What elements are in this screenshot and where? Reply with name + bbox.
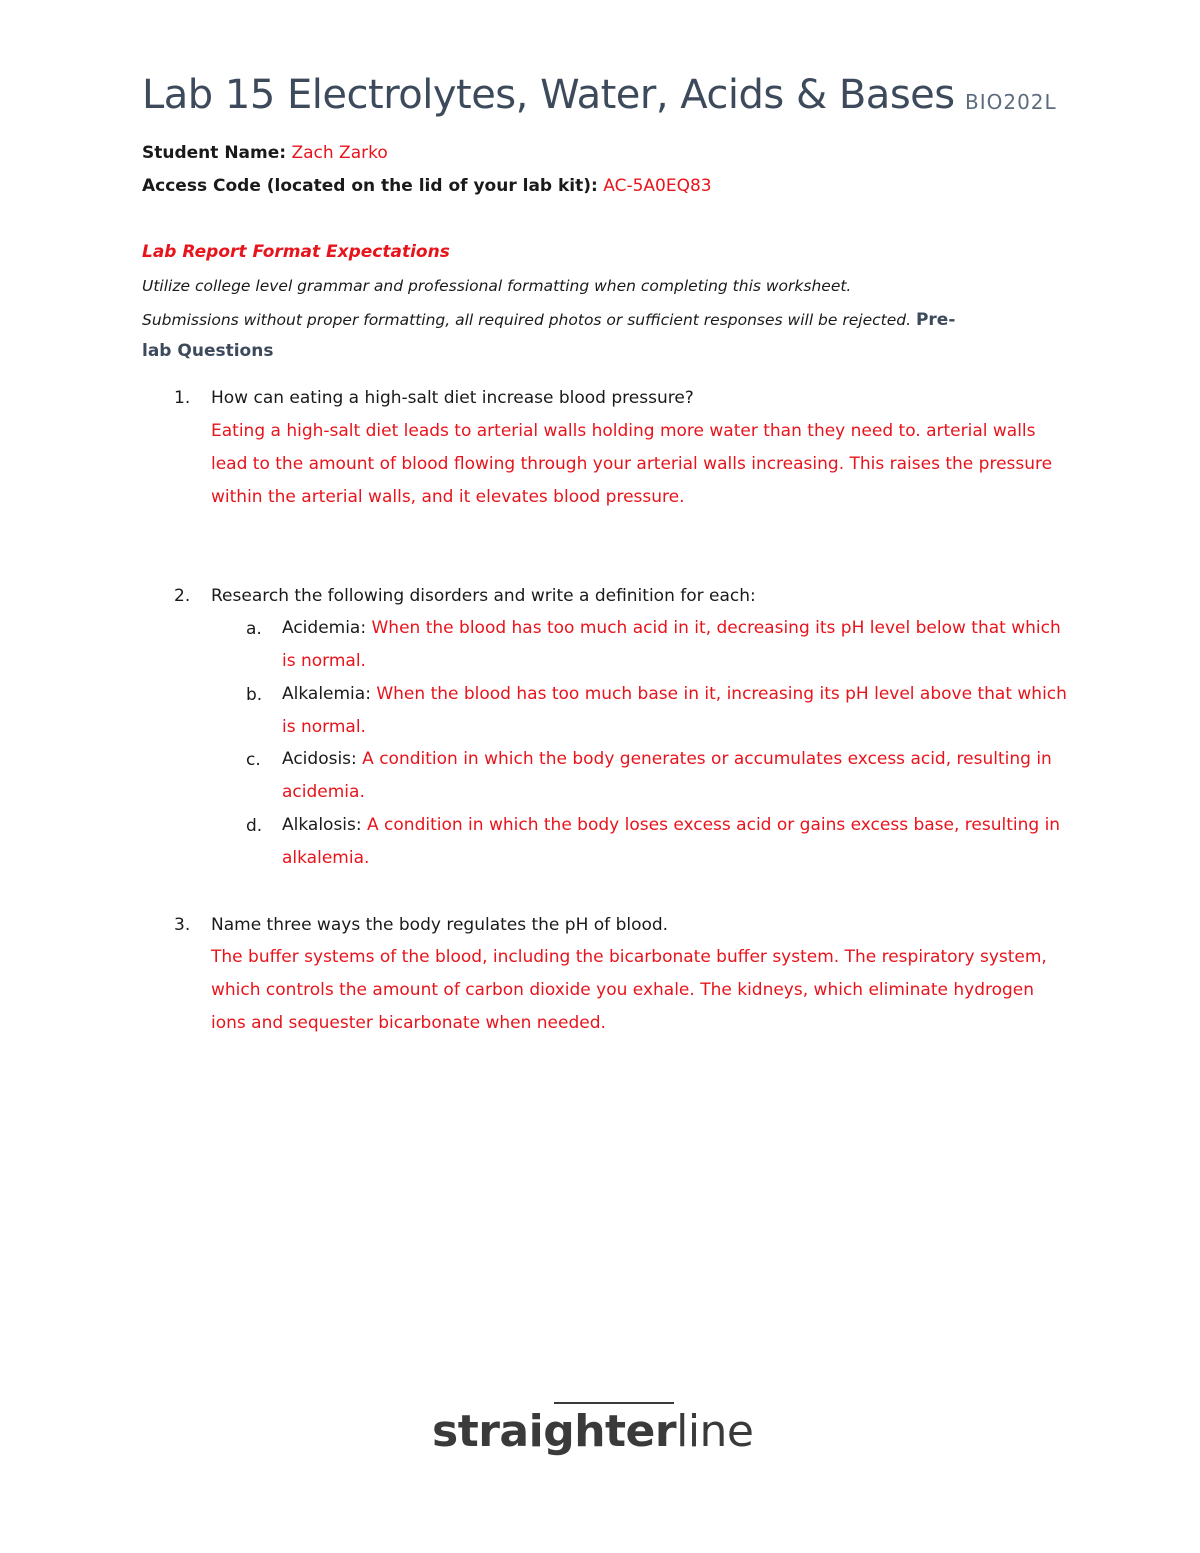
item-d-letter: d. — [246, 816, 263, 836]
access-code-value: AC-5A0EQ83 — [603, 176, 712, 196]
item-a — [282, 612, 1072, 678]
logo-light-part: line — [676, 1406, 754, 1457]
format-line-1: Utilize college level grammar and professional formatting when completing this worksheet. — [142, 277, 852, 295]
access-code-row — [142, 176, 712, 196]
question-3-answer: The buffer systems of the blood, including the bicarbonate buffer system. The respiratory system, which controls the amount of carbon dioxide you exhale. The kidneys, which eliminate hydrogen ions and sequester bicarbonate when needed. — [211, 947, 1047, 1033]
student-name-row — [142, 143, 388, 163]
format-line-2 — [142, 310, 955, 330]
question-3-text: Name three ways the body regulates the pH of blood. — [211, 915, 669, 935]
page-title: Lab 15 Electrolytes, Water, Acids & Bases — [142, 72, 955, 118]
format-line-2-text: Submissions without proper formatting, all required photos or sufficient responses will be rejected. — [142, 311, 912, 329]
item-b-letter: b. — [246, 685, 263, 705]
question-2-number: 2. — [174, 586, 191, 606]
item-a-definition: When the blood has too much acid in it, decreasing its pH level below that which is normal. — [282, 618, 1061, 671]
item-d — [282, 809, 1072, 875]
item-c-term: Acidosis: — [282, 749, 357, 769]
question-1-text: How can eating a high-salt diet increase blood pressure? — [211, 388, 694, 408]
student-name-label: Student Name: — [142, 143, 287, 163]
item-d-definition: A condition in which the body loses excess acid or gains excess base, resulting in alkalemia. — [282, 815, 1061, 868]
item-d-term: Alkalosis: — [282, 815, 362, 835]
straighterline-logo — [432, 1398, 762, 1468]
access-code-label: Access Code (located on the lid of your lab kit): — [142, 176, 598, 196]
logo-rule — [554, 1402, 674, 1404]
item-c-definition: A condition in which the body generates or accumulates excess acid, resulting in acidemia. — [282, 749, 1052, 802]
question-2-text: Research the following disorders and write a definition for each: — [211, 586, 756, 606]
logo-wordmark — [432, 1406, 754, 1457]
item-b — [282, 678, 1072, 744]
question-1-number: 1. — [174, 388, 191, 408]
item-a-letter: a. — [246, 619, 262, 639]
prelab-heading-part2: lab Questions — [142, 341, 274, 361]
question-3-number: 3. — [174, 915, 191, 935]
item-a-term: Acidemia: — [282, 618, 367, 638]
student-name-value: Zach Zarko — [291, 143, 388, 163]
question-1-answer: Eating a high-salt diet leads to arterial walls holding more water than they need to. arterial walls lead to the amount of blood flowing through your arterial walls increasing. This raises the pressure within the arterial walls, and it elevates blood pressure. — [211, 421, 1053, 507]
item-b-definition: When the blood has too much base in it, increasing its pH level above that which is normal. — [282, 684, 1067, 737]
logo-bold-part: straighter — [432, 1406, 677, 1457]
prelab-heading-part1: Pre- — [915, 310, 956, 330]
format-heading: Lab Report Format Expectations — [142, 242, 450, 262]
item-b-term: Alkalemia: — [282, 684, 371, 704]
item-c — [282, 743, 1072, 809]
course-code: BIO202L — [965, 90, 1057, 114]
item-c-letter: c. — [246, 750, 261, 770]
